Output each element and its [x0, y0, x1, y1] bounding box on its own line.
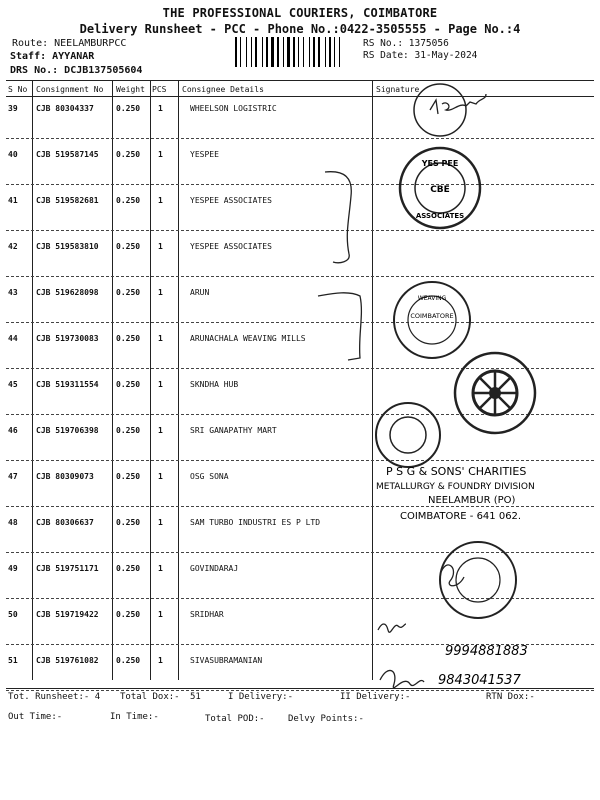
row-pcs: 1	[158, 426, 163, 435]
row-pcs: 1	[158, 196, 163, 205]
row-sno: 39	[8, 104, 18, 113]
row-sno: 48	[8, 518, 18, 527]
row-consignee: OSG SONA	[190, 472, 229, 481]
in-time: In Time:-	[110, 712, 159, 722]
row-pcs: 1	[158, 610, 163, 619]
row-sno: 47	[8, 472, 18, 481]
row-weight: 0.250	[116, 564, 141, 573]
row-pcs: 1	[158, 288, 163, 297]
row-sno: 51	[8, 656, 18, 665]
row-weight: 0.250	[116, 196, 141, 205]
stamp-text: ASSOCIATES	[415, 212, 465, 220]
arunachala-stamp	[394, 282, 470, 358]
row-sno: 45	[8, 380, 18, 389]
handwritten-signature	[440, 565, 464, 586]
row-sno: 41	[8, 196, 18, 205]
route-label: Route: NEELAMBURPCC	[12, 38, 127, 49]
row-pcs: 1	[158, 564, 163, 573]
total-dox-label: Total Dox:-	[120, 692, 180, 702]
row-sno: 42	[8, 242, 18, 251]
stamp-text: YES PEE	[421, 159, 459, 168]
row-pcs: 1	[158, 242, 163, 251]
total-pod: Total POD:-	[205, 714, 265, 724]
col-header-sno: S No	[8, 85, 28, 94]
row-pcs: 1	[158, 380, 163, 389]
col-header-consignee: Consignee Details	[182, 85, 264, 94]
handwritten-phone-2: 9843041537	[438, 673, 521, 688]
row-consignment-no: CJB 80306637	[36, 518, 94, 527]
row-sno: 50	[8, 610, 18, 619]
col-header-pcs: PCS	[152, 85, 167, 94]
rs-date: RS Date: 31-May-2024	[363, 50, 478, 61]
handwritten-signature	[380, 670, 424, 687]
col-header-weight: Weight	[116, 85, 145, 94]
row-consignee: SRIDHAR	[190, 610, 224, 619]
handwritten-phone-1: 9994881883	[445, 644, 528, 659]
row-weight: 0.250	[116, 334, 141, 343]
row-weight: 0.250	[116, 472, 141, 481]
faded-stamp	[414, 84, 466, 136]
row-weight: 0.250	[116, 518, 141, 527]
row-sno: 46	[8, 426, 18, 435]
rtn-dox: RTN Dox:-	[486, 692, 535, 702]
row-sno: 44	[8, 334, 18, 343]
faded-stamp	[390, 417, 426, 453]
runsheet-subtitle: Delivery Runsheet - PCC - Phone No.:0422-3505555 - Page No.:4	[79, 22, 521, 36]
stamp-line: NEELAMBUR (PO)	[428, 495, 516, 506]
row-consignment-no: CJB 519719422	[36, 610, 99, 619]
handwritten-signature	[378, 624, 406, 632]
row-consignee: ARUNACHALA WEAVING MILLS	[190, 334, 306, 343]
row-weight: 0.250	[116, 656, 141, 665]
row-weight: 0.250	[116, 426, 141, 435]
row-consignee: YESPEE ASSOCIATES	[190, 242, 272, 251]
row-sno: 49	[8, 564, 18, 573]
row-consignee: WHEELSON LOGISTRIC	[190, 104, 277, 113]
footer-border	[6, 688, 594, 689]
row-consignment-no: CJB 519730083	[36, 334, 99, 343]
row-consignee: YESPEE ASSOCIATES	[190, 196, 272, 205]
handwritten-mark	[325, 172, 351, 263]
handwritten-mark	[318, 293, 361, 360]
row-consignment-no: CJB 519582681	[36, 196, 99, 205]
i-delivery: I Delivery:-	[228, 692, 294, 702]
row-consignment-no: CJB 80309073	[36, 472, 94, 481]
row-consignment-no: CJB 80304337	[36, 104, 94, 113]
row-consignee: SIVASUBRAMANIAN	[190, 656, 263, 665]
skndha-stamp	[455, 353, 535, 433]
tot-runsheet: Tot. Runsheet:- 4	[8, 692, 101, 702]
row-sno: 43	[8, 288, 18, 297]
row-pcs: 1	[158, 150, 163, 159]
row-pcs: 1	[158, 656, 163, 665]
row-weight: 0.250	[116, 380, 141, 389]
col-header-signature: Signature	[376, 85, 420, 94]
row-pcs: 1	[158, 472, 163, 481]
row-sno: 40	[8, 150, 18, 159]
rs-number: RS No.: 1375056	[363, 38, 449, 49]
handwritten-signature	[430, 94, 486, 114]
row-consignee: SAM TURBO INDUSTRI ES P LTD	[190, 518, 321, 527]
ii-delivery: II Delivery:-	[340, 692, 411, 702]
row-consignee: ARUN	[190, 288, 210, 297]
staff-label: Staff: AYYANAR	[10, 51, 95, 62]
row-consignment-no: CJB 519751171	[36, 564, 99, 573]
row-consignment-no: CJB 519587145	[36, 150, 99, 159]
row-weight: 0.250	[116, 288, 141, 297]
row-consignment-no: CJB 519706398	[36, 426, 99, 435]
row-consignee: GOVINDARAJ	[190, 564, 239, 573]
col-header-consignment: Consignment No	[36, 85, 104, 94]
stamp-line: COIMBATORE - 641 062.	[400, 511, 522, 522]
row-consignment-no: CJB 519583810	[36, 242, 99, 251]
company-title: THE PROFESSIONAL COURIERS, COIMBATORE	[162, 6, 438, 20]
row-consignee: SRI GANAPATHY MART	[190, 426, 277, 435]
row-consignment-no: CJB 519761082	[36, 656, 99, 665]
out-time: Out Time:-	[8, 712, 63, 722]
row-weight: 0.250	[116, 104, 141, 113]
row-consignee: SKNDHA HUB	[190, 380, 239, 389]
row-weight: 0.250	[116, 242, 141, 251]
row-pcs: 1	[158, 518, 163, 527]
delvy-points: Delvy Points:-	[288, 714, 364, 724]
stamp-center: CBE	[430, 185, 450, 195]
row-consignee: YESPEE	[190, 150, 219, 159]
total-dox-value: 51	[190, 692, 201, 702]
stamp-center: COIMBATORE	[410, 312, 454, 320]
yespee-stamp	[400, 148, 480, 228]
stamp-line: P S G & SONS' CHARITIES	[386, 465, 527, 478]
drs-number: DRS No.: DCJB137505604	[10, 65, 143, 76]
row-consignment-no: CJB 519311554	[36, 380, 99, 389]
faded-stamp	[376, 403, 440, 467]
stamp-text: WEAVING	[417, 295, 447, 302]
row-consignment-no: CJB 519628098	[36, 288, 99, 297]
psg-stamp	[376, 465, 535, 522]
row-weight: 0.250	[116, 150, 141, 159]
stamp-line: METALLURGY & FOUNDRY DIVISION	[376, 482, 535, 492]
row-pcs: 1	[158, 334, 163, 343]
row-pcs: 1	[158, 104, 163, 113]
row-weight: 0.250	[116, 610, 141, 619]
